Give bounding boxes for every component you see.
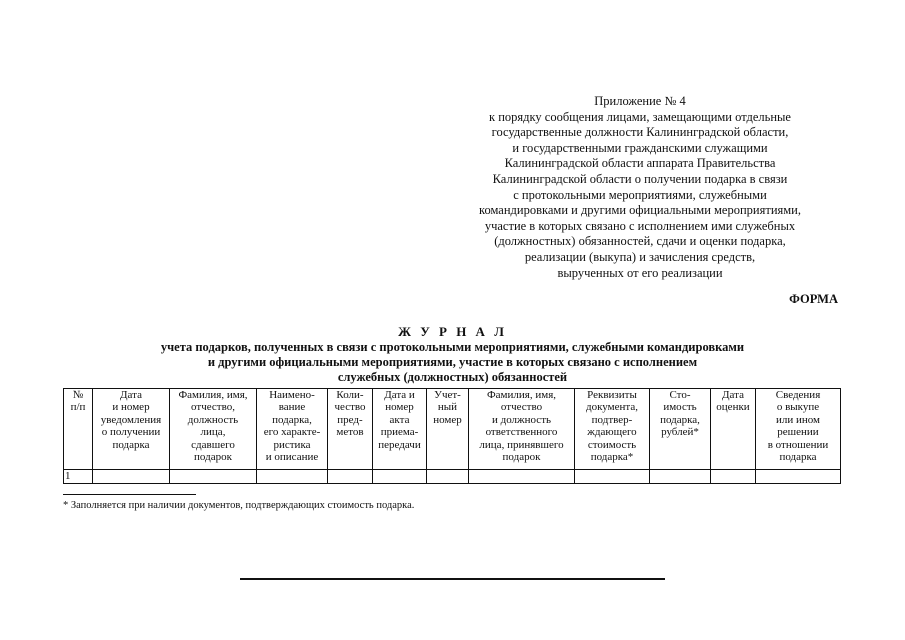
column-header-line: отчество [500,401,543,414]
column-header-line: Учет- [434,389,461,401]
column-header-line: отчество, [191,401,235,414]
column-header-line: оценки [716,401,750,414]
column-header-line: лица, принявшего [479,438,564,451]
column-header-line: уведомления [100,413,162,426]
column-header [711,389,756,470]
column-header-line: Фамилия, имя, [486,389,556,401]
appendix-line: вырученных от его реализации [557,265,723,280]
table-cell [328,470,373,484]
column-header-line: номер [385,401,414,414]
column-header-line: подарок [194,451,232,464]
gift-journal-table [63,388,841,484]
column-header-line: Дата [722,389,744,401]
table-cell: 1 [64,470,93,484]
column-header [170,389,257,470]
table-cell [257,470,328,484]
column-header [373,389,427,470]
column-header-line: решении [777,426,819,439]
column-header-line: акта [389,413,410,426]
column-header [328,389,373,470]
column-header [93,389,170,470]
appendix-line: и государственными гражданскими служащими [512,140,768,155]
appendix-line: участие в которых связано с исполнением ими служебных [484,218,796,233]
column-header [257,389,328,470]
appendix-line: (должностных) обязанностей, сдачи и оценки подарка, [494,234,786,249]
column-header-line: подарка, [272,413,312,426]
column-header-line: стоимость [587,438,637,451]
column-header [575,389,650,470]
journal-heading: Ж У Р Н А Л [398,324,507,339]
bottom-divider [240,578,665,580]
footnote: * Заполняется при наличии документов, подтверждающих стоимость подарка. [63,500,415,511]
column-header-line: лица, [200,426,226,439]
column-header-line: подарка [112,438,150,451]
column-header-line: ристика [273,438,311,451]
column-header-line: передачи [378,438,421,451]
column-header-line: или ином [775,413,821,426]
column-header-line: и номер [112,401,150,414]
column-header [64,389,93,470]
journal-subtitle-line: служебных (должностных) обязанностей [337,370,568,384]
column-header-line: Дата и [384,389,415,401]
table-cell [373,470,427,484]
column-header [469,389,575,470]
column-header-line: приема- [380,426,419,439]
column-header-line: ответственного [485,426,558,439]
column-header-line: подарка* [590,451,634,464]
column-header [650,389,711,470]
column-header-line: и должность [491,413,552,426]
column-header-line: Наимено- [269,389,315,401]
column-header-line: подарка [779,451,817,464]
column-header-line: Сто- [669,389,691,401]
column-header-line: сдавшего [191,438,235,451]
journal-subtitle-line: и другими официальными мероприятиями, участие в которых связано с исполнением [207,355,698,369]
column-header-line: № [72,389,84,401]
table-cell [575,470,650,484]
appendix-line: реализации (выкупа) и зачисления средств, [524,249,756,264]
column-header-line: в отношении [767,438,829,451]
column-header-line: рублей* [661,426,699,439]
journal-title [60,323,845,385]
column-header-line: подтвер- [591,413,633,426]
appendix-line: Калининградской области аппарата Правительства [504,156,776,171]
table-cell [93,470,170,484]
appendix-line: с протокольными мероприятиями, служебными [513,187,767,202]
column-header-line: должность [187,413,239,426]
appendix-line: Приложение № 4 [594,94,686,108]
column-header-line: вание [278,401,306,414]
column-header-line: Реквизиты [587,389,637,401]
table-row [64,470,841,484]
table-cell [711,470,756,484]
column-header-line: пред- [337,413,363,426]
column-header-line: документа, [586,401,638,414]
column-header-line: Фамилия, имя, [178,389,248,401]
table-cell [469,470,575,484]
appendix-line: Калининградской области о получении подарка в связи [492,171,788,186]
column-header-line: имость [663,401,697,414]
table-cell [170,470,257,484]
column-header-line: о выкупе [776,401,820,414]
column-header-line: его характе- [263,426,321,439]
appendix-line: командировками и другими официальными мероприятиями, [479,203,801,218]
journal-subtitle-line: учета подарков, полученных в связи с протокольными мероприятиями, служебными командировками [160,340,745,354]
table-cell [756,470,841,484]
table-cell [427,470,469,484]
column-header-line: чество [334,401,366,414]
column-header-line: ный [437,401,458,414]
footnote-divider [63,494,196,495]
column-header-line: Сведения [775,389,821,401]
appendix-line: государственные должности Калининградской области, [491,125,789,140]
column-header [756,389,841,470]
column-header-line: подарок [502,451,541,464]
table-header-row [64,389,841,470]
column-header-line: номер [433,413,462,426]
column-header-line: ждающего [587,426,637,439]
form-label: ФОРМА [789,292,838,306]
column-header-line: п/п [70,401,86,414]
column-header-line: метов [336,426,364,439]
column-header-line: о получении [101,426,161,439]
appendix-header [440,94,840,281]
column-header-line: Коли- [336,389,364,401]
column-header-line: и описание [265,451,319,464]
appendix-line: к порядку сообщения лицами, замещающими отдельные [489,109,791,124]
column-header [427,389,469,470]
column-header-line: подарка, [660,413,700,426]
column-header-line: Дата [120,389,142,401]
table-cell [650,470,711,484]
